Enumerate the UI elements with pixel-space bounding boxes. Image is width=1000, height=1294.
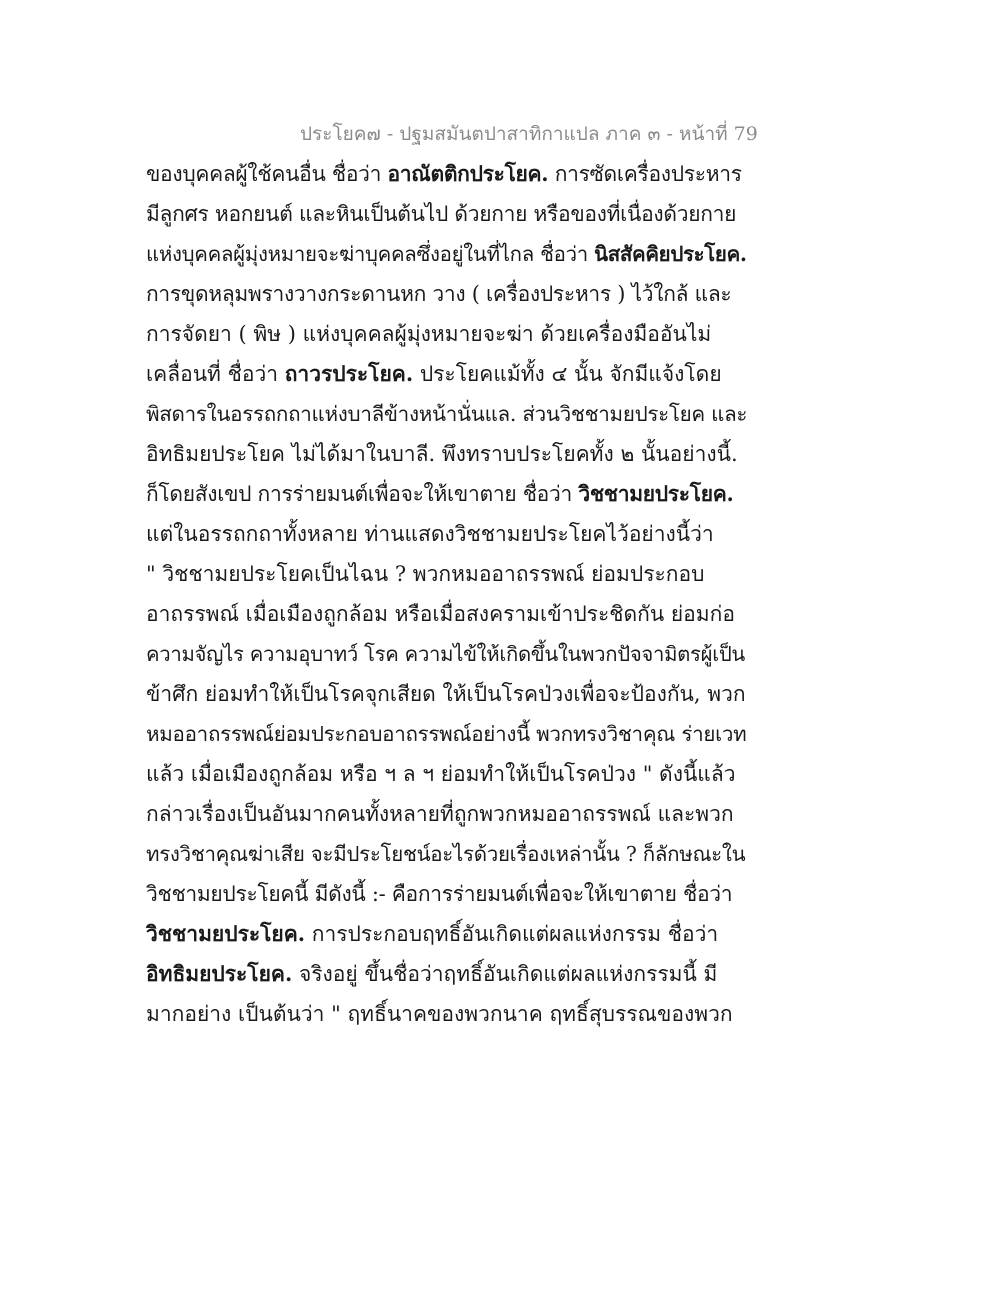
text-line	[146, 794, 734, 834]
line-text: การขุดหลุมพรางวางกระดานหก วาง ( เครื่องประหาร ) ไว้ใกล้ และ	[146, 282, 732, 306]
text-line	[146, 194, 737, 234]
text-line	[146, 354, 726, 394]
line-text: ข้าศึก ย่อมทำให้เป็นโรคจุกเสียด ให้เป็นโรคป่วงเพื่อจะป้องกัน, พวก	[146, 682, 746, 706]
text-line	[146, 674, 746, 714]
line-text: เคลื่อนที่ ชื่อว่า	[146, 362, 285, 386]
text-line	[146, 554, 726, 594]
text-line	[146, 514, 726, 554]
line-text: ทรงวิชาคุณฆ่าเสีย จะมีประโยชน์อะไรด้วยเรื่องเหล่านั้น ? ก็ลักษณะใน	[146, 842, 746, 866]
bold-term: วิชชามยประโยค.	[146, 921, 306, 946]
line-text: อาถรรพณ์ เมื่อเมืองถูกล้อม หรือเมื่อสงครามเข้าประชิดกัน ย่อมก่อ	[146, 602, 735, 626]
line-text: การจัดยา ( พิษ ) แห่งบุคคลผู้มุ่งหมายจะฆ่า ด้วยเครื่องมืออันไม่	[146, 322, 712, 346]
body-text	[146, 154, 748, 1034]
line-text: " วิชชามยประโยคเป็นไฉน ? พวกหมออาถรรพณ์ ย่อมประกอบ	[146, 562, 705, 586]
line-text: พิสดารในอรรถกถาแห่งบาลีข้างหน้านั่นแล. ส่วนวิชชามยประโยค และ	[146, 402, 748, 426]
text-line	[146, 474, 734, 514]
bold-term: ถาวรประโยค.	[284, 361, 414, 386]
line-text: หมออาถรรพณ์ย่อมประกอบอาถรรพณ์อย่างนี้ พวกทรงวิชาคุณ ร่ายเวท	[146, 722, 747, 746]
text-line	[146, 754, 736, 794]
line-text-continued: จริงอยู่ ขึ้นชื่อว่าฤทธิ์อันเกิดแต่ผลแห่งกรรมนี้ มี	[292, 962, 718, 986]
text-line	[146, 994, 733, 1034]
line-text: อิทธิมยประโยค ไม่ได้มาในบาลี. พึงทราบประโยคทั้ง ๒ นั้นอย่างนี้.	[146, 442, 738, 466]
bold-term: วิชชามยประโยค.	[578, 481, 734, 506]
bold-term: อิทธิมยประโยค.	[146, 961, 293, 986]
bold-term: อาณัตติกประโยค.	[387, 161, 549, 186]
line-text: กล่าวเรื่องเป็นอันมากคนทั้งหลายที่ถูกพวกหมออาถรรพณ์ และพวก	[146, 802, 734, 826]
line-text-continued: ประโยคแม้ทั้ง ๔ นั้น จักมีแจ้งโดย	[413, 362, 722, 386]
text-line	[146, 954, 726, 994]
line-text-continued: การประกอบฤทธิ์อันเกิดแต่ผลแห่งกรรม ชื่อว่า	[305, 922, 719, 946]
text-line	[146, 594, 735, 634]
text-line	[146, 714, 747, 754]
text-line	[146, 834, 746, 874]
text-line	[146, 314, 726, 354]
text-line	[146, 874, 733, 914]
text-line	[146, 154, 742, 194]
line-text: ก็โดยสังเขป การร่ายมนต์เพื่อจะให้เขาตาย ชื่อว่า	[146, 482, 579, 506]
text-line	[146, 234, 747, 274]
line-text: มากอย่าง เป็นต้นว่า " ฤทธิ์นาคของพวกนาค ฤทธิ์สุบรรณของพวก	[146, 1002, 733, 1026]
text-line	[146, 274, 732, 314]
line-text: วิชชามยประโยคนี้ มีดังนี้ :- คือการร่ายมนต์เพื่อจะให้เขาตาย ชื่อว่า	[146, 882, 733, 906]
text-line	[146, 434, 738, 474]
line-text: ของบุคคลผู้ใช้คนอื่น ชื่อว่า	[146, 162, 388, 186]
page-header: ประโยค๗ - ปฐมสมันตปาสาทิกาแปล ภาค ๓ - หน้าที่ 79	[300, 123, 758, 145]
text-line	[146, 634, 745, 674]
line-text: ความจัญไร ความอุบาทว์ โรค ความไข้ให้เกิดขึ้นในพวกปัจจามิตรผู้เป็น	[146, 642, 745, 666]
line-text: แล้ว เมื่อเมืองถูกล้อม หรือ ฯ ล ฯ ย่อมทำให้เป็นโรคป่วง " ดังนี้แล้ว	[146, 762, 736, 786]
bold-term: นิสสัคคิยประโยค.	[594, 242, 747, 266]
line-text: แห่งบุคคลผู้มุ่งหมายจะฆ่าบุคคลซึ่งอยู่ในที่ไกล ชื่อว่า	[146, 242, 595, 266]
text-line	[146, 914, 726, 954]
line-text-continued: การซัดเครื่องประหาร	[548, 162, 742, 186]
line-text: มีลูกศร หอกยนต์ และหินเป็นต้นไป ด้วยกาย หรือของที่เนื่องด้วยกาย	[146, 202, 737, 226]
line-text: แต่ในอรรถกถาทั้งหลาย ท่านแสดงวิชชามยประโยคไว้อย่างนี้ว่า	[146, 522, 714, 546]
text-line	[146, 394, 748, 434]
